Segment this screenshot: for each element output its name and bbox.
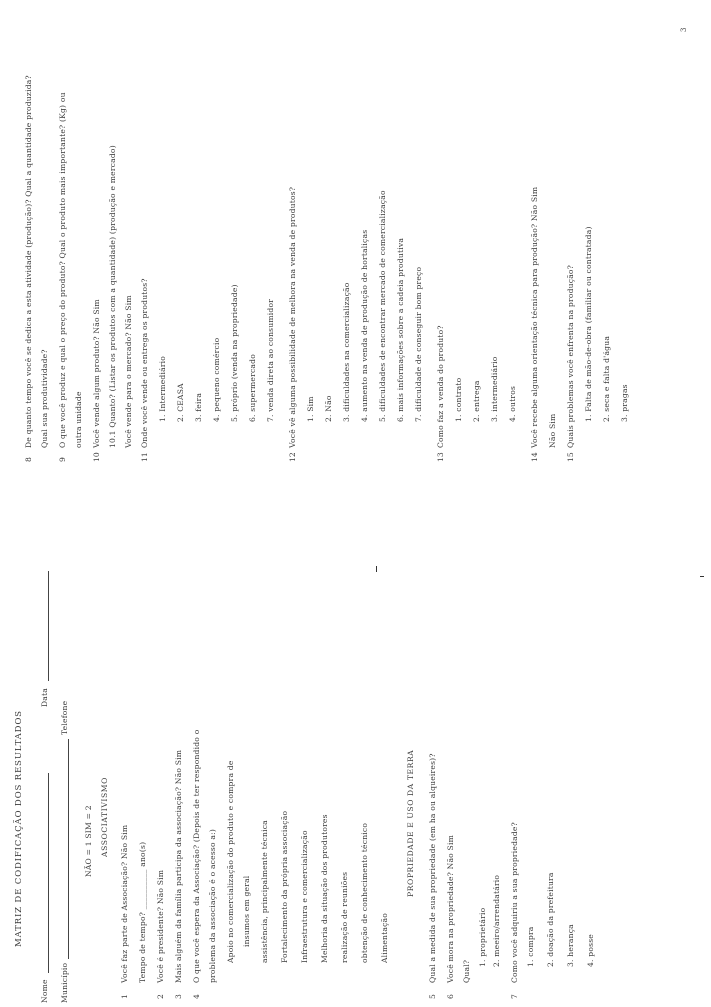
question-line: Você é presidente? Não Sim bbox=[156, 869, 165, 983]
option-line: 4. outros bbox=[508, 385, 517, 422]
option-line: 3. feira bbox=[194, 392, 203, 422]
option-line: 1. Sim bbox=[306, 396, 315, 422]
question-line: outra unidade bbox=[74, 391, 83, 448]
option-line: Infraestrutura e comercialização bbox=[300, 830, 309, 963]
page-number: 3 bbox=[680, 27, 688, 32]
option-line: 1. Intermediário bbox=[158, 355, 167, 422]
option-line: 1. contrato bbox=[454, 377, 463, 422]
item-number: 2 bbox=[156, 994, 165, 999]
option-line: 2. seca e falta d'água bbox=[602, 335, 611, 422]
item-number: 5 bbox=[428, 994, 437, 999]
option-line: 1. compra bbox=[526, 926, 535, 967]
data-field-line bbox=[48, 571, 49, 681]
section-title: ASSOCIATIVISMO bbox=[100, 776, 109, 857]
questionnaire-page-left bbox=[10, 557, 700, 1007]
option-line: insumos em geral bbox=[242, 875, 251, 947]
questionnaire-page-right bbox=[18, 20, 708, 470]
option-line: 2. doação da prefeitura bbox=[546, 872, 555, 967]
option-line: Fortalecimento da própria associação bbox=[280, 810, 289, 963]
item-number: 7 bbox=[510, 994, 519, 999]
option-line: 2. CEASA bbox=[176, 383, 185, 422]
question-line: Você vende para o mercado? Não Sim bbox=[124, 295, 133, 448]
nome-field-line bbox=[48, 773, 49, 973]
item-number: 15 bbox=[566, 452, 575, 462]
municipio-field-line bbox=[68, 739, 69, 959]
option-line: 7. dificuldade de conseguir bom preço bbox=[414, 266, 423, 422]
option-line: 3. herança bbox=[566, 924, 575, 967]
option-line: 2. meeiro/arrendatário bbox=[492, 874, 501, 967]
question-line: Quais problemas você enfrenta na produção? bbox=[566, 265, 575, 448]
option-line: 6. supermercado bbox=[248, 354, 257, 422]
nome-label: Nome bbox=[40, 979, 49, 1003]
option-line: 5. dificuldades de encontrar mercado de comercialização bbox=[378, 190, 387, 422]
question-line: problema da associação é o acesso a:) bbox=[208, 828, 217, 983]
option-line: 3. pragas bbox=[620, 384, 629, 422]
option-line: 4. pequeno comércio bbox=[212, 337, 221, 422]
option-line: 5. próprio (venda na propriedade) bbox=[230, 284, 239, 422]
question-line: Mais alguém da família participa da associação? Não Sim bbox=[174, 749, 183, 983]
question-line: Você vê alguma possibilidade de melhora na venda de produtos? bbox=[288, 186, 297, 448]
question-line: 10.1 Quanto? (Listar os produtos com a quantidade) (produção e mercado) bbox=[108, 145, 117, 448]
item-number: 14 bbox=[530, 452, 539, 462]
municipio-label: Município bbox=[60, 962, 69, 1003]
question-line: Não Sim bbox=[548, 413, 557, 448]
option-line: assistência, principalmente técnica bbox=[260, 820, 269, 963]
section-title: PROPRIEDADE E USO DA TERRA bbox=[406, 749, 415, 897]
option-line: Alimentação bbox=[380, 912, 389, 963]
option-line: Melhoria da situação dos produtores bbox=[320, 814, 329, 963]
option-line: 4. aumento na venda de produção de hortaliças bbox=[360, 229, 369, 422]
question-line: Qual? bbox=[462, 959, 471, 983]
item-number: 4 bbox=[192, 994, 201, 999]
question-line: Você faz parte de Associação? Não Sim bbox=[120, 824, 129, 983]
question-line: Como você adquiriu a sua propriedade? bbox=[510, 822, 519, 983]
question-line: Você mora na propriedade? Não Sim bbox=[446, 835, 455, 983]
item-number: 6 bbox=[446, 994, 455, 999]
status-codes: NÃO = 1 SIM = 2 bbox=[84, 805, 93, 877]
option-line: 3. intermediário bbox=[490, 356, 499, 422]
option-line: obtenção de conhecimento técnico bbox=[360, 822, 369, 963]
item-number: 13 bbox=[436, 452, 445, 462]
option-line: 3. dificuldades na comercialização bbox=[342, 282, 351, 422]
item-number: 3 bbox=[174, 994, 183, 999]
document-title: MATRIZ DE CODIFICAÇÃO DOS RESULTADOS bbox=[14, 710, 24, 947]
option-line: 6. mais informações sobre a cadeia produtiva bbox=[396, 237, 405, 422]
question-line: Qual a medida de sua propriedade (em ha ou alqueires)? bbox=[428, 753, 437, 983]
question-line: Qual sua produtividade? bbox=[40, 349, 49, 448]
option-line: 1. Falta de mão-de-obra (familiar ou contratada) bbox=[584, 226, 593, 422]
item-number: 11 bbox=[140, 452, 149, 462]
option-line: 2. Não bbox=[324, 395, 333, 422]
item-number: 9 bbox=[58, 457, 67, 462]
item-number: 10 bbox=[92, 452, 101, 462]
question-line: O que você espera da Associação? (Depois de ter respondido o bbox=[192, 729, 201, 983]
question-line: O que você produz e qual o preço do produto? Qual o produto mais importante? (Kg) ou bbox=[58, 92, 67, 448]
option-line: realização de reuniões bbox=[340, 871, 349, 963]
question-line: De quanto tempo você se dedica a esta atividade (produção)? Qual a quantidade produzida? bbox=[24, 75, 33, 448]
question-line: Tempo de tempo? __________ ano(s) bbox=[138, 841, 147, 983]
option-line: 4. posse bbox=[586, 934, 595, 967]
data-label: Data bbox=[40, 688, 49, 707]
item-number: 1 bbox=[120, 994, 129, 999]
item-number: 12 bbox=[288, 452, 297, 462]
question-line: Você vende algum produto? Não Sim bbox=[92, 299, 101, 448]
scan-tick-mark bbox=[700, 576, 704, 577]
option-line: 2. entrega bbox=[472, 380, 481, 422]
option-line: 7. venda direta ao consumidor bbox=[266, 298, 275, 422]
question-line: Onde você vende ou entrega os produtos? bbox=[140, 278, 149, 448]
question-line: Como faz a venda do produto? bbox=[436, 325, 445, 448]
question-line: Você recebe alguma orientação técnica para produção? Não Sim bbox=[530, 186, 539, 448]
option-line: 1. proprietário bbox=[478, 907, 487, 967]
scan-tick-mark bbox=[376, 566, 377, 572]
telefone-label: Telefone bbox=[60, 700, 69, 735]
item-number: 8 bbox=[24, 457, 33, 462]
option-line: Apoio no comercialização do produto e compra de bbox=[226, 760, 235, 963]
